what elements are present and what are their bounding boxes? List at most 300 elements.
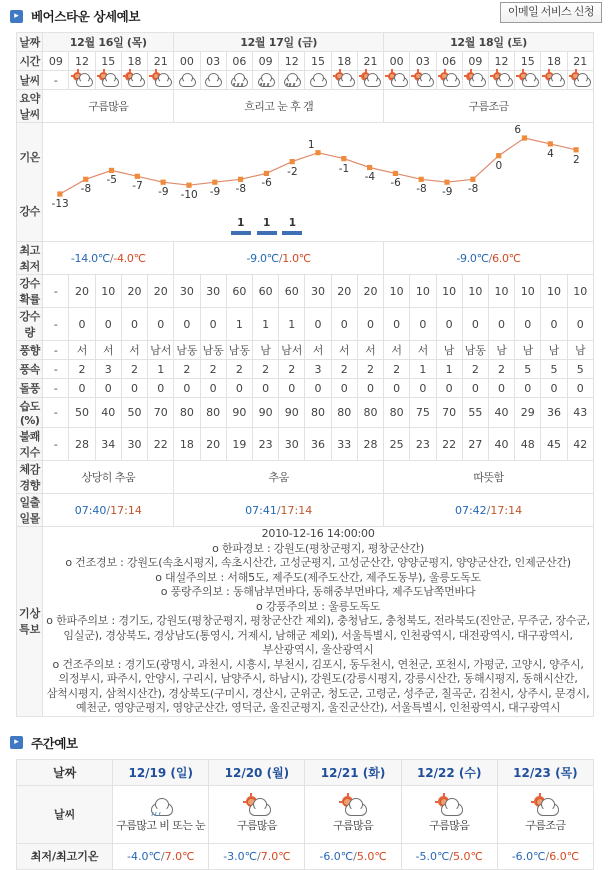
wind-direction-row-cell: 남 <box>541 341 567 360</box>
humidity-row-cell: 80 <box>174 398 200 428</box>
humidity-row-cell: 80 <box>331 398 357 428</box>
notice-line: o 한파경보 : 강원도(평창군평지, 평창군산간) <box>212 541 425 555</box>
discomfort-row-cell: 28 <box>357 428 383 461</box>
weather-icon-cell <box>279 71 305 90</box>
wind-direction-row-cell: 남동 <box>226 341 252 360</box>
gust-row-cell: 0 <box>462 379 488 398</box>
hour-cell: 18 <box>331 52 357 71</box>
precip-bar <box>282 231 302 235</box>
row-label-wind-speed-row: 풍속 <box>17 360 43 379</box>
wind-direction-row-cell: 남동 <box>200 341 226 360</box>
rain-amount-row-cell: 0 <box>488 308 514 341</box>
time-row <box>17 52 594 71</box>
humidity-row-cell: 70 <box>148 398 174 428</box>
hour-cell: 12 <box>279 52 305 71</box>
discomfort-row-cell: 48 <box>515 428 541 461</box>
sunrise-sunset-row <box>17 494 594 527</box>
sun-cell-0: 07:40/17:14 <box>43 494 174 527</box>
weather-icon-cell <box>567 71 593 90</box>
pop-row-cell: 10 <box>410 275 436 308</box>
discomfort-row-cell: 22 <box>148 428 174 461</box>
notice-content <box>43 527 594 717</box>
wind-speed-row-cell: 2 <box>226 360 252 379</box>
weekly-day-header-0: 12/19 (일) <box>113 759 209 785</box>
row-label-wind-direction-row: 풍향 <box>17 341 43 360</box>
wind-direction-row-cell: 서 <box>305 341 331 360</box>
humidity-row-cell: 29 <box>515 398 541 428</box>
gust-row-cell: 0 <box>95 379 121 398</box>
discomfort-row-cell: 45 <box>541 428 567 461</box>
wind-speed-row-cell: 2 <box>331 360 357 379</box>
wind-speed-row-cell: 5 <box>515 360 541 379</box>
wind-direction-row-cell: 서 <box>384 341 410 360</box>
discomfort-row-cell: 36 <box>305 428 331 461</box>
wind-speed-row-cell: 2 <box>200 360 226 379</box>
hour-cell: 21 <box>357 52 383 71</box>
hour-cell: 06 <box>226 52 252 71</box>
temp-label: -9 <box>442 186 453 199</box>
rain-amount-row-cell: 0 <box>384 308 410 341</box>
chevron-right-icon: ▸ <box>10 736 23 749</box>
rain-amount-row-cell: 0 <box>462 308 488 341</box>
humidity-row-cell: 40 <box>488 398 514 428</box>
wind-direction-row-cell: 남 <box>436 341 462 360</box>
row-label-weekly-date: 날짜 <box>17 759 113 785</box>
minmax-cell-2: -9.0℃/6.0℃ <box>384 242 594 275</box>
weekly-temp-row <box>17 843 594 869</box>
discomfort-row-cell: - <box>43 428 69 461</box>
discomfort-row <box>17 428 594 461</box>
humidity-row-cell: 75 <box>410 398 436 428</box>
row-label-date: 날짜 <box>17 33 43 52</box>
weather-icon-cell <box>515 71 541 90</box>
hour-cell: 15 <box>305 52 331 71</box>
rain-amount-row-cell: 0 <box>567 308 593 341</box>
row-label-minmax: 최고최저 <box>17 242 43 275</box>
minmax-cell-0: -14.0℃/-4.0℃ <box>43 242 174 275</box>
gust-row-cell: 0 <box>226 379 252 398</box>
sun-cloud-icon <box>243 796 271 818</box>
hour-cell: 12 <box>488 52 514 71</box>
wind-direction-row-cell: 서 <box>69 341 95 360</box>
row-label-time-row: 시간 <box>17 52 43 71</box>
weekly-weather-cell-4 <box>497 785 593 843</box>
hour-cell: 00 <box>384 52 410 71</box>
rain-amount-row-cell: 0 <box>121 308 147 341</box>
row-label-feel: 체감경향 <box>17 461 43 494</box>
discomfort-row-cell: 23 <box>410 428 436 461</box>
row-label-notice: 기상특보 <box>17 527 43 717</box>
rain-amount-row-cell: 0 <box>200 308 226 341</box>
rain-snow-icon <box>147 796 175 818</box>
day-header-0: 12월 16일 (목) <box>43 33 174 52</box>
rain-amount-row-cell: 0 <box>174 308 200 341</box>
feel-cell-1: 추움 <box>174 461 384 494</box>
weekly-temp-cell-4: -6.0℃/6.0℃ <box>497 843 593 869</box>
gust-row-cell: 0 <box>331 379 357 398</box>
row-label-summary: 요약날씨 <box>17 90 43 123</box>
notice-line: o 강풍주의보 : 울릉도독도 <box>256 599 381 613</box>
discomfort-row-cell: 23 <box>252 428 278 461</box>
humidity-row-cell: 43 <box>567 398 593 428</box>
rain-amount-row-cell: 0 <box>541 308 567 341</box>
rain-amount-row-cell: 0 <box>357 308 383 341</box>
rain-amount-row-cell: 1 <box>226 308 252 341</box>
sun-cloud-icon <box>491 72 513 89</box>
sun-cloud-icon <box>543 72 565 89</box>
weather-icon-cell <box>541 71 567 90</box>
notice-line: o 대설주의보 : 서해5도, 제주도(제주도산간, 제주도동부), 울릉도독도 <box>155 570 481 584</box>
notice-row <box>17 527 594 717</box>
date-header-row <box>17 33 594 52</box>
gust-row-cell: 0 <box>567 379 593 398</box>
rain-amount-row-cell: 1 <box>252 308 278 341</box>
summary-cell-2: 구름조금 <box>384 90 594 123</box>
weather-icon-cell <box>410 71 436 90</box>
gust-row-cell: 0 <box>121 379 147 398</box>
weekly-temp-cell-3: -5.0℃/5.0℃ <box>401 843 497 869</box>
wind-speed-row-cell: 2 <box>121 360 147 379</box>
discomfort-row-cell: 34 <box>95 428 121 461</box>
pop-row <box>17 275 594 308</box>
pop-row-cell: 60 <box>252 275 278 308</box>
weekly-temp-cell-0: -4.0℃/7.0℃ <box>113 843 209 869</box>
wind-direction-row-cell: 서 <box>331 341 357 360</box>
hour-cell: 18 <box>541 52 567 71</box>
rain-amount-row-cell: 0 <box>515 308 541 341</box>
pop-row-cell: 10 <box>567 275 593 308</box>
hour-cell: 18 <box>121 52 147 71</box>
discomfort-row-cell: 22 <box>436 428 462 461</box>
gust-row-cell: 0 <box>69 379 95 398</box>
gust-row-cell: 0 <box>305 379 331 398</box>
chevron-right-icon: ▸ <box>10 10 23 23</box>
hour-cell: 09 <box>462 52 488 71</box>
weekly-weather-text: 구름많음 <box>429 819 470 832</box>
row-label-discomfort-row: 불쾌지수 <box>17 428 43 461</box>
humidity-row-cell: 70 <box>436 398 462 428</box>
weekly-weather-row <box>17 785 594 843</box>
rain-amount-row-cell: 0 <box>305 308 331 341</box>
hour-cell: 09 <box>252 52 278 71</box>
pop-row-cell: 60 <box>279 275 305 308</box>
temp-label: -2 <box>287 165 298 178</box>
wind-direction-row-cell: - <box>43 341 69 360</box>
precip-bar <box>257 231 277 235</box>
temp-label: -4 <box>364 171 376 184</box>
wind-direction-row-cell: 서 <box>95 341 121 360</box>
weather-icon-cell <box>384 71 410 90</box>
precip-value: 1 <box>237 217 245 229</box>
discomfort-row-cell: 27 <box>462 428 488 461</box>
summary-row <box>17 90 594 123</box>
humidity-row-cell: 90 <box>226 398 252 428</box>
sun-cloud-icon <box>359 72 381 89</box>
wind-speed-row-cell: 5 <box>541 360 567 379</box>
weather-icon-cell <box>43 71 69 90</box>
row-label-weather-icon-row: 날씨 <box>17 71 43 90</box>
sun-cloud-icon <box>517 72 539 89</box>
weekly-section-header <box>0 727 610 753</box>
weekly-weather-text: 구름많음 <box>236 819 277 832</box>
pop-row-cell: 10 <box>95 275 121 308</box>
gust-row-cell: 0 <box>279 379 305 398</box>
gust-row-cell: 0 <box>174 379 200 398</box>
weather-icon-cell <box>121 71 147 90</box>
row-label-weekly-temp: 최저/최고기온 <box>17 843 113 869</box>
discomfort-row-cell: 33 <box>331 428 357 461</box>
notice-line: o 풍랑주의보 : 동해남부먼바다, 동해중부먼바다, 제주도남쪽먼바다 <box>160 585 476 598</box>
wind-direction-row-cell: 남동 <box>174 341 200 360</box>
hour-cell: 21 <box>567 52 593 71</box>
humidity-row-cell: 90 <box>279 398 305 428</box>
sun-cloud-icon <box>435 796 463 818</box>
weekly-date-row <box>17 759 594 785</box>
hour-cell: 09 <box>43 52 69 71</box>
wind-speed-row-cell: 2 <box>488 360 514 379</box>
weekly-day-header-3: 12/22 (수) <box>401 759 497 785</box>
gust-row-cell: - <box>43 379 69 398</box>
wind-direction-row-cell: 남서 <box>279 341 305 360</box>
weekly-day-header-1: 12/20 (월) <box>209 759 305 785</box>
gust-row-cell: 0 <box>488 379 514 398</box>
wind-direction-row-cell: 남 <box>252 341 278 360</box>
weekly-day-header-4: 12/23 (목) <box>497 759 593 785</box>
weekly-weather-cell-1 <box>209 785 305 843</box>
humidity-row-cell: 80 <box>384 398 410 428</box>
row-label-pop-row: 강수확률 <box>17 275 43 308</box>
pop-row-cell: 60 <box>226 275 252 308</box>
discomfort-row-cell: 30 <box>121 428 147 461</box>
discomfort-row-cell: 25 <box>384 428 410 461</box>
sun-cloud-icon <box>339 796 367 818</box>
wind-speed-row-cell: - <box>43 360 69 379</box>
rain-amount-row-cell: 0 <box>331 308 357 341</box>
pop-row-cell: 10 <box>384 275 410 308</box>
weekly-forecast-table <box>16 759 594 870</box>
wind-direction-row-cell: 남동 <box>462 341 488 360</box>
temp-label: -8 <box>235 183 247 196</box>
gust-row-cell: 0 <box>200 379 226 398</box>
weather-icon-cell <box>331 71 357 90</box>
rain-amount-row-cell: 0 <box>410 308 436 341</box>
temperature-chart-row <box>17 123 594 242</box>
sun-cell-1: 07:41/17:14 <box>174 494 384 527</box>
weekly-weather-text: 구름많음 <box>332 819 374 832</box>
cloud-icon <box>202 72 224 89</box>
wind-direction-row-cell: 남서 <box>148 341 174 360</box>
gust-row-cell: 0 <box>148 379 174 398</box>
discomfort-row-cell: 18 <box>174 428 200 461</box>
row-label-rain-amount-row: 강수량 <box>17 308 43 341</box>
snow-icon <box>281 72 303 89</box>
gust-row-cell: 0 <box>436 379 462 398</box>
row-label-temp: 기온 <box>19 151 40 164</box>
weather-icon-row <box>17 71 594 90</box>
notice-line: o 한파주의보 : 경기도, 강원도(평창군평지, 평창군산간 제외), 충청남도, 충청북도, 전라북도(진안군, 무주군, 장수군, 임실군), 경상북도, 경상남도(통영시, 거제시, 남해군 제외), 서울특별시, 인천광역시, 대전광역시, 대구광역시, 부산광역시, 울산광역시 <box>46 614 590 656</box>
gust-row-cell: 0 <box>410 379 436 398</box>
hour-cell: 06 <box>436 52 462 71</box>
wind-speed-row-cell: 2 <box>69 360 95 379</box>
email-service-button[interactable]: 이메일 서비스 신청 <box>500 2 602 23</box>
wind-speed-row <box>17 360 594 379</box>
hour-cell: 21 <box>148 52 174 71</box>
sun-cloud-icon <box>569 72 591 89</box>
row-label-temp-precip <box>17 123 43 242</box>
pop-row-cell: 20 <box>121 275 147 308</box>
sun-cloud-icon <box>97 72 119 89</box>
pop-row-cell: 10 <box>541 275 567 308</box>
temp-label: -13 <box>51 198 69 211</box>
rain-amount-row-cell: 0 <box>436 308 462 341</box>
minmax-cell-1: -9.0℃/1.0℃ <box>174 242 384 275</box>
weekly-title: 주간예보 <box>31 735 78 751</box>
pop-row-cell: 20 <box>69 275 95 308</box>
feel-cell-2: 따뜻함 <box>384 461 594 494</box>
weekly-weather-text: 구름조금 <box>525 819 566 832</box>
weather-icon-cell <box>488 71 514 90</box>
discomfort-row-cell: 19 <box>226 428 252 461</box>
weather-icon-cell <box>226 71 252 90</box>
precip-bar <box>231 231 251 235</box>
rain-amount-row-cell: - <box>43 308 69 341</box>
temp-label: -5 <box>106 174 117 187</box>
discomfort-row-cell: 30 <box>279 428 305 461</box>
temp-label: 2 <box>572 153 580 166</box>
notice-line: o 건조주의보 : 경기도(광명시, 과천시, 시흥시, 부천시, 김포시, 동두천시, 연천군, 포천시, 가평군, 고양시, 양주시, 의정부시, 파주시, 안양시, 구리시, 남양주시, 하남시), 강원도(강릉시평지, 강릉시산간, 동해시평지, 동해시산간, 삼척시평지, 삼척시산간), 경상북도(구미시, 경산시, 군위군, 청도군, 고령군, 성주군, 칠곡군, 김천시, 상주시, 문경시, 예천군, 영양군평지, 영양군산간, 영덕군, 울진군평지, 울진군산간), 서울특별시, 인천광역시, 대구광역시 <box>46 657 590 714</box>
temp-label: 1 <box>307 138 315 151</box>
feel-cell-0: 상당히 추움 <box>43 461 174 494</box>
precip-value: 1 <box>262 217 271 229</box>
pop-row-cell: - <box>43 275 69 308</box>
weather-icon-cell <box>436 71 462 90</box>
wind-speed-row-cell: 2 <box>174 360 200 379</box>
weekly-weather-cell-2 <box>305 785 401 843</box>
weather-icon-cell <box>148 71 174 90</box>
gust-row-cell: 0 <box>515 379 541 398</box>
row-label-precip: 강수 <box>19 205 40 218</box>
discomfort-row-cell: 42 <box>567 428 593 461</box>
row-label-humidity-row: 습도(%) <box>17 398 43 428</box>
sun-cloud-icon <box>438 72 460 89</box>
rain-amount-row <box>17 308 594 341</box>
wind-direction-row-cell: 남 <box>567 341 593 360</box>
wind-speed-row-cell: 2 <box>462 360 488 379</box>
temp-label: -7 <box>132 180 143 193</box>
humidity-row-cell: 80 <box>305 398 331 428</box>
humidity-row-cell: 55 <box>462 398 488 428</box>
hour-cell: 15 <box>95 52 121 71</box>
temp-label: 4 <box>547 147 554 160</box>
page-title: 베어스타운 상세예보 <box>31 9 141 24</box>
weather-icon-cell <box>174 71 200 90</box>
sun-cloud-icon <box>333 72 355 89</box>
wind-speed-row-cell: 2 <box>357 360 383 379</box>
humidity-row <box>17 398 594 428</box>
pop-row-cell: 10 <box>436 275 462 308</box>
wind-speed-row-cell: 3 <box>95 360 121 379</box>
weekly-weather-cell-0 <box>113 785 209 843</box>
weather-icon-cell <box>357 71 383 90</box>
temp-label: -9 <box>158 186 169 199</box>
gust-row-cell: 0 <box>252 379 278 398</box>
weather-icon-cell <box>69 71 95 90</box>
cloud-icon <box>307 72 329 89</box>
temperature-line-svg <box>43 123 593 241</box>
humidity-row-cell: 80 <box>200 398 226 428</box>
temp-label: -10 <box>180 189 198 202</box>
wind-speed-row-cell: 1 <box>148 360 174 379</box>
temp-label: -6 <box>390 177 401 190</box>
sun-cloud-icon <box>464 72 486 89</box>
day-header-1: 12월 17일 (금) <box>174 33 384 52</box>
wind-direction-row-cell: 남 <box>488 341 514 360</box>
rain-amount-row-cell: 0 <box>69 308 95 341</box>
pop-row-cell: 10 <box>462 275 488 308</box>
day-header-2: 12월 18일 (토) <box>384 33 594 52</box>
rain-amount-row-cell: 1 <box>279 308 305 341</box>
minmax-row <box>17 242 594 275</box>
wind-direction-row-cell: 남 <box>515 341 541 360</box>
hour-cell: 03 <box>410 52 436 71</box>
wind-speed-row-cell: 3 <box>305 360 331 379</box>
sun-cloud-icon <box>71 72 93 89</box>
pop-row-cell: 30 <box>174 275 200 308</box>
cloud-icon <box>176 72 198 89</box>
weather-icon-cell <box>252 71 278 90</box>
sun-cloud-icon <box>386 72 408 89</box>
row-label-sun: 일출일몰 <box>17 494 43 527</box>
weekly-weather-cell-3 <box>401 785 497 843</box>
hour-cell: 00 <box>174 52 200 71</box>
weekly-day-header-2: 12/21 (화) <box>305 759 401 785</box>
temp-label: -8 <box>80 183 92 196</box>
weather-icon-cell <box>200 71 226 90</box>
weather-icon-cell <box>95 71 121 90</box>
weather-icon-cell <box>462 71 488 90</box>
wind-direction-row <box>17 341 594 360</box>
notice-line: o 건조경보 : 강원도(속초시평지, 속초시산간, 고성군평지, 고성군산간, 양양군평지, 양양군산간, 인제군산간) <box>65 556 571 569</box>
pop-row-cell: 10 <box>515 275 541 308</box>
temp-label: 6 <box>514 123 522 136</box>
humidity-row-cell: 50 <box>121 398 147 428</box>
pop-row-cell: 30 <box>305 275 331 308</box>
humidity-row-cell: 90 <box>252 398 278 428</box>
wind-speed-row-cell: 1 <box>410 360 436 379</box>
summary-cell-1: 흐리고 눈 후 갬 <box>174 90 384 123</box>
temp-label: -9 <box>209 186 221 199</box>
rain-amount-row-cell: 0 <box>95 308 121 341</box>
temp-label: -1 <box>338 162 350 175</box>
precip-value: 1 <box>288 217 297 229</box>
temp-label: 0 <box>495 159 503 172</box>
pop-row-cell: 20 <box>357 275 383 308</box>
weekly-temp-cell-1: -3.0℃/7.0℃ <box>209 843 305 869</box>
snow-icon <box>255 72 277 89</box>
humidity-row-cell: - <box>43 398 69 428</box>
sun-cell-2: 07:42/17:14 <box>384 494 594 527</box>
sun-cloud-icon <box>531 796 559 818</box>
gust-row <box>17 379 594 398</box>
snow-icon <box>228 72 250 89</box>
sun-cloud-icon <box>412 72 434 89</box>
humidity-row-cell: 50 <box>69 398 95 428</box>
wind-speed-row-cell: 2 <box>252 360 278 379</box>
rain-amount-row-cell: 0 <box>148 308 174 341</box>
weekly-temp-cell-2: -6.0℃/5.0℃ <box>305 843 401 869</box>
feel-row <box>17 461 594 494</box>
notice-timestamp: 2010-12-16 14:00:00 <box>261 527 375 540</box>
